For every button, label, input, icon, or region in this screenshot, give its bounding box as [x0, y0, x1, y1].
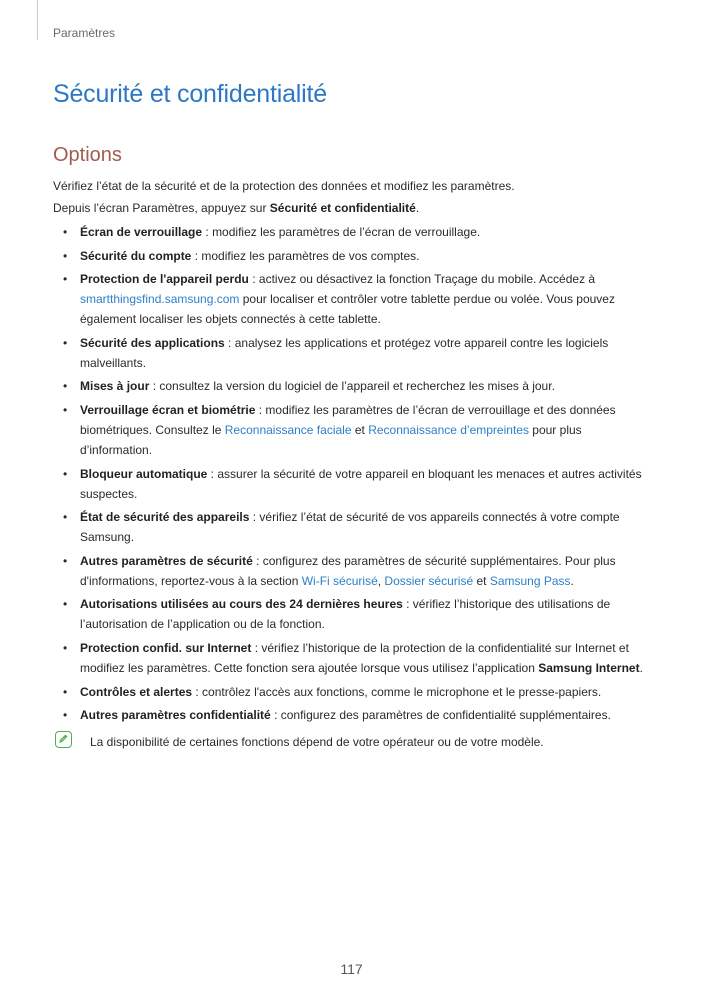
option-item [53, 222, 653, 242]
option-description: : vérifiez l’historique de la protection de la confidentialité sur Internet et modifiez les paramètres. Cette fonction sera ajoutée lorsque vous utilisez l’application [80, 640, 629, 675]
instruction-end: . [415, 201, 420, 215]
option-name: Sécurité des applications [80, 335, 225, 350]
option-description: : assurer la sécurité de votre appareil en bloquant les menaces et autres activités suspectes. [80, 466, 642, 501]
option-description: : vérifiez l’état de sécurité de vos appareils connectés à votre compte Samsung. [80, 510, 620, 545]
intro-text: Vérifiez l’état de la sécurité et de la protection des données et modifiez les paramètres. [53, 179, 515, 193]
cross-reference-link[interactable]: Wi-Fi sécurisé [301, 573, 378, 588]
option-item [53, 269, 653, 329]
option-description: et [351, 422, 369, 437]
option-name: État de sécurité des appareils [80, 510, 250, 525]
option-description: : modifiez les paramètres de l’écran de verrouillage et des données biométriques. Consultez le [80, 402, 616, 437]
instruction-text: Depuis l’écran Paramètres, appuyez sur [53, 201, 270, 215]
option-item [53, 705, 653, 725]
option-item [53, 507, 653, 547]
note-box [53, 730, 663, 752]
page-number: 117 [340, 961, 363, 977]
option-name: Autorisations utilisées au cours des 24 dernières heures [80, 597, 403, 612]
option-item [53, 682, 653, 702]
cross-reference-link[interactable]: Dossier sécurisé [384, 573, 474, 588]
option-description: : configurez des paramètres de confidentialité supplémentaires. [270, 708, 611, 723]
option-name: Écran de verrouillage [80, 225, 203, 239]
option-description: pour localiser et contrôler votre tablette perdue ou volée. Vous pouvez également localiser les objets connectés à cette tablette. [80, 292, 615, 327]
note-text: La disponibilité de certaines fonctions dépend de votre opérateur ou de votre modèle. [90, 735, 544, 749]
options-list [53, 222, 653, 729]
option-description: et [473, 573, 490, 588]
option-item [53, 400, 653, 460]
option-description: : analysez les applications et protégez votre appareil contre les logiciels malveillants. [80, 335, 609, 370]
option-name: Protection de l'appareil perdu [80, 272, 249, 287]
option-description: , [377, 573, 385, 588]
option-name: Autres paramètres confidentialité [80, 708, 271, 723]
option-name: Protection confid. sur Internet [80, 640, 252, 655]
option-item [53, 464, 653, 504]
option-description: : contrôlez l'accès aux fonctions, comme le microphone et le presse-papiers. [192, 684, 602, 699]
option-description: : activez ou désactivez la fonction Traçage du mobile. Accédez à [248, 272, 596, 287]
option-name: Verrouillage écran et biométrie [80, 402, 256, 417]
menu-path-label: Sécurité et confidentialité [269, 201, 416, 215]
option-name: Samsung Internet [538, 660, 640, 675]
option-description: : consultez la version du logiciel de l’appareil et recherchez les mises à jour. [149, 379, 555, 394]
option-name: Sécurité du compte [80, 248, 192, 263]
option-description: : configurez des paramètres de sécurité supplémentaires. Pour plus d'informations, reportez-vous à la section [80, 553, 616, 588]
option-description: . [639, 660, 643, 675]
margin-rule [37, 0, 38, 40]
intro-instruction [53, 198, 653, 218]
option-description: . [570, 573, 574, 588]
option-item [53, 551, 653, 591]
option-name: Autres paramètres de sécurité [80, 553, 253, 568]
option-item [53, 376, 653, 396]
option-item [53, 638, 653, 678]
option-name: Mises à jour [80, 379, 150, 394]
option-item [53, 333, 653, 373]
option-description: : modifiez les paramètres de l’écran de verrouillage. [202, 225, 481, 239]
option-description: : modifiez les paramètres de vos comptes. [191, 248, 420, 263]
section-heading: Options [53, 144, 122, 166]
cross-reference-link[interactable]: Samsung Pass [489, 573, 571, 588]
option-description: pour plus d’information. [80, 422, 582, 457]
option-description: : vérifiez l’historique des utilisations de l’autorisation de l’application ou de la fonction. [80, 597, 611, 632]
option-item [53, 246, 653, 266]
option-name: Contrôles et alertes [80, 684, 193, 699]
cross-reference-link[interactable]: smartthingsfind.samsung.com [80, 292, 240, 307]
page-title: Sécurité et confidentialité [53, 80, 327, 108]
option-item [53, 594, 653, 634]
option-name: Bloqueur automatique [80, 466, 208, 481]
running-header: Paramètres [53, 26, 116, 40]
cross-reference-link[interactable]: Reconnaissance d’empreintes [368, 422, 529, 437]
note-pencil-icon [55, 731, 72, 748]
cross-reference-link[interactable]: Reconnaissance faciale [224, 422, 352, 437]
